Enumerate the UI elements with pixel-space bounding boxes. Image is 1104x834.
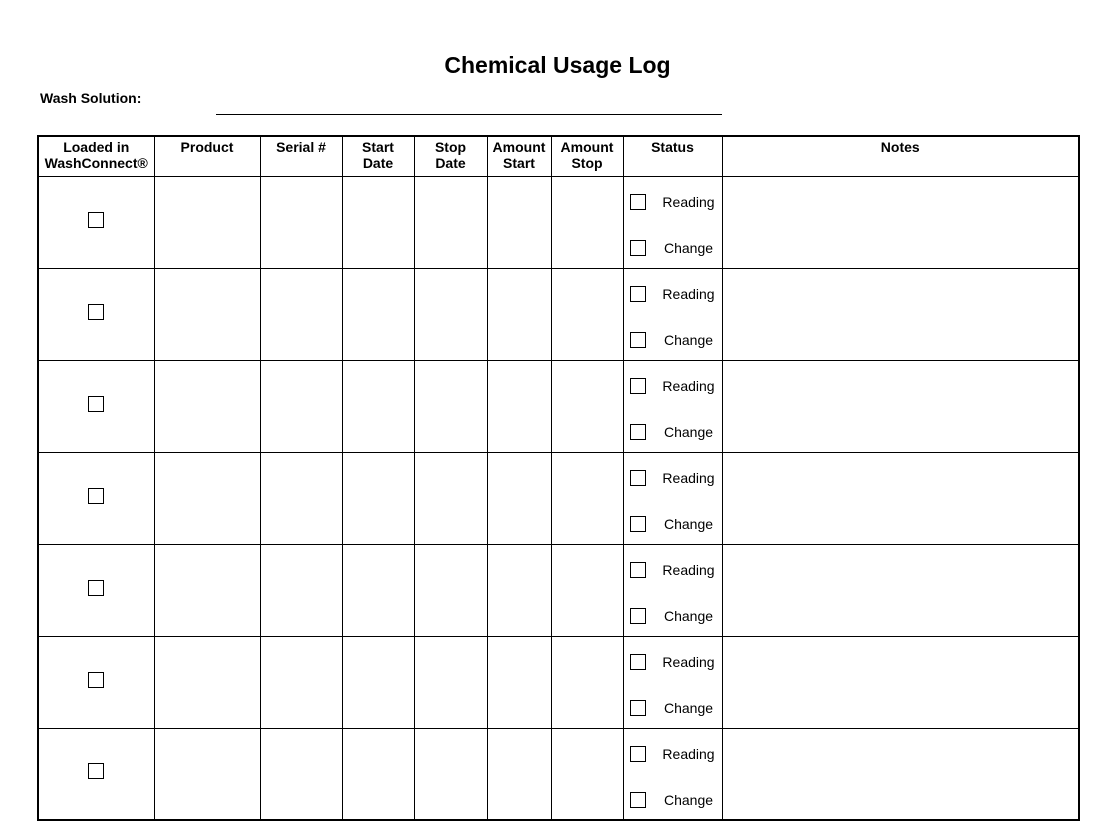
header-start-date-line2: Date <box>362 155 394 171</box>
serial-cell[interactable] <box>260 544 342 636</box>
notes-cell[interactable] <box>722 728 1079 820</box>
table-row <box>38 728 1079 820</box>
header-product: Product <box>154 136 260 176</box>
status-option-reading[interactable] <box>630 744 718 764</box>
loaded-cell <box>38 452 154 544</box>
serial-cell[interactable] <box>260 268 342 360</box>
change-checkbox[interactable] <box>630 424 646 440</box>
notes-cell[interactable] <box>722 544 1079 636</box>
amount-stop-cell[interactable] <box>551 728 623 820</box>
amount-stop-cell[interactable] <box>551 176 623 268</box>
change-label: Change <box>663 699 714 716</box>
loaded-cell <box>38 544 154 636</box>
start-date-cell[interactable] <box>342 544 414 636</box>
stop-date-cell[interactable] <box>414 360 487 452</box>
header-start-date-line1: Start <box>362 139 394 155</box>
status-option-reading[interactable] <box>630 284 718 304</box>
header-amount-start-line2: Start <box>503 155 535 171</box>
change-label: Change <box>663 607 714 624</box>
change-checkbox[interactable] <box>630 700 646 716</box>
header-serial: Serial # <box>260 136 342 176</box>
start-date-cell[interactable] <box>342 268 414 360</box>
header-amount-stop-line2: Stop <box>571 155 603 171</box>
change-label: Change <box>663 423 714 440</box>
start-date-cell[interactable] <box>342 360 414 452</box>
reading-label: Reading <box>662 745 715 762</box>
amount-start-cell[interactable] <box>487 728 551 820</box>
header-stop-date-line2: Date <box>435 155 466 171</box>
serial-cell[interactable] <box>260 636 342 728</box>
notes-cell[interactable] <box>722 636 1079 728</box>
header-loaded <box>38 136 154 176</box>
change-label: Change <box>663 791 714 808</box>
amount-start-cell[interactable] <box>487 360 551 452</box>
reading-label: Reading <box>662 561 715 578</box>
serial-cell[interactable] <box>260 452 342 544</box>
product-cell[interactable] <box>154 452 260 544</box>
loaded-cell <box>38 636 154 728</box>
reading-label: Reading <box>662 193 715 210</box>
loaded-checkbox[interactable] <box>88 304 104 320</box>
table-header-row <box>38 136 1079 176</box>
status-option-change[interactable] <box>630 422 718 442</box>
amount-start-cell[interactable] <box>487 636 551 728</box>
amount-stop-cell[interactable] <box>551 452 623 544</box>
status-option-change[interactable] <box>630 238 718 258</box>
amount-start-cell[interactable] <box>487 544 551 636</box>
loaded-cell <box>38 728 154 820</box>
amount-start-cell[interactable] <box>487 452 551 544</box>
status-cell <box>623 176 722 268</box>
change-checkbox[interactable] <box>630 608 646 624</box>
table-row <box>38 452 1079 544</box>
serial-cell[interactable] <box>260 728 342 820</box>
table-row <box>38 360 1079 452</box>
start-date-cell[interactable] <box>342 176 414 268</box>
serial-cell[interactable] <box>260 176 342 268</box>
status-option-reading[interactable] <box>630 192 718 212</box>
stop-date-cell[interactable] <box>414 176 487 268</box>
header-amount-stop <box>551 136 623 176</box>
product-cell[interactable] <box>154 544 260 636</box>
stop-date-cell[interactable] <box>414 544 487 636</box>
header-amount-start <box>487 136 551 176</box>
status-option-reading[interactable] <box>630 376 718 396</box>
wash-solution-label: Wash Solution: <box>40 90 142 106</box>
reading-checkbox[interactable] <box>630 654 646 670</box>
stop-date-cell[interactable] <box>414 452 487 544</box>
change-checkbox[interactable] <box>630 516 646 532</box>
status-option-reading[interactable] <box>630 560 718 580</box>
product-cell[interactable] <box>154 360 260 452</box>
header-amount-stop-line1: Amount <box>560 139 614 155</box>
loaded-checkbox[interactable] <box>88 396 104 412</box>
status-cell <box>623 452 722 544</box>
status-option-change[interactable] <box>630 514 718 534</box>
reading-label: Reading <box>662 469 715 486</box>
amount-stop-cell[interactable] <box>551 360 623 452</box>
change-checkbox[interactable] <box>630 240 646 256</box>
reading-checkbox[interactable] <box>630 746 646 762</box>
notes-cell[interactable] <box>722 360 1079 452</box>
product-cell[interactable] <box>154 176 260 268</box>
status-cell <box>623 268 722 360</box>
status-option-change[interactable] <box>630 606 718 626</box>
change-checkbox[interactable] <box>630 332 646 348</box>
amount-start-cell[interactable] <box>487 176 551 268</box>
table-body <box>38 176 1079 820</box>
notes-cell[interactable] <box>722 452 1079 544</box>
wash-solution-field[interactable] <box>216 114 722 115</box>
header-amount-start-line1: Amount <box>492 139 546 155</box>
loaded-checkbox[interactable] <box>88 580 104 596</box>
reading-checkbox[interactable] <box>630 562 646 578</box>
stop-date-cell[interactable] <box>414 268 487 360</box>
status-option-reading[interactable] <box>630 652 718 672</box>
reading-label: Reading <box>662 285 715 302</box>
status-option-reading[interactable] <box>630 468 718 488</box>
header-notes: Notes <box>722 136 1079 176</box>
reading-checkbox[interactable] <box>630 470 646 486</box>
table-row <box>38 544 1079 636</box>
notes-cell[interactable] <box>722 268 1079 360</box>
reading-checkbox[interactable] <box>630 194 646 210</box>
status-cell <box>623 544 722 636</box>
status-cell <box>623 636 722 728</box>
stop-date-cell[interactable] <box>414 728 487 820</box>
reading-label: Reading <box>662 653 715 670</box>
loaded-checkbox[interactable] <box>88 672 104 688</box>
loaded-cell <box>38 268 154 360</box>
reading-checkbox[interactable] <box>630 378 646 394</box>
status-cell <box>623 728 722 820</box>
loaded-checkbox[interactable] <box>88 763 104 779</box>
product-cell[interactable] <box>154 728 260 820</box>
header-stop-date <box>414 136 487 176</box>
change-checkbox[interactable] <box>630 792 646 808</box>
start-date-cell[interactable] <box>342 452 414 544</box>
header-status: Status <box>623 136 722 176</box>
change-label: Change <box>663 239 714 256</box>
amount-stop-cell[interactable] <box>551 636 623 728</box>
header-stop-date-line1: Stop <box>434 139 467 155</box>
page-title: Chemical Usage Log <box>444 52 671 78</box>
product-cell[interactable] <box>154 268 260 360</box>
reading-checkbox[interactable] <box>630 286 646 302</box>
status-option-change[interactable] <box>630 790 718 810</box>
header-loaded-line1: Loaded in <box>63 139 130 155</box>
amount-start-cell[interactable] <box>487 268 551 360</box>
notes-cell[interactable] <box>722 176 1079 268</box>
loaded-checkbox[interactable] <box>88 488 104 504</box>
change-label: Change <box>663 515 714 532</box>
table-row <box>38 268 1079 360</box>
usage-log-table <box>37 135 1080 821</box>
start-date-cell[interactable] <box>342 728 414 820</box>
status-option-change[interactable] <box>630 698 718 718</box>
status-option-change[interactable] <box>630 330 718 350</box>
table-row <box>38 176 1079 268</box>
start-date-cell[interactable] <box>342 636 414 728</box>
amount-stop-cell[interactable] <box>551 544 623 636</box>
product-cell[interactable] <box>154 636 260 728</box>
amount-stop-cell[interactable] <box>551 268 623 360</box>
table-row <box>38 636 1079 728</box>
header-start-date <box>342 136 414 176</box>
change-label: Change <box>663 331 714 348</box>
status-cell <box>623 360 722 452</box>
header-loaded-line2: WashConnect® <box>44 155 148 171</box>
stop-date-cell[interactable] <box>414 636 487 728</box>
loaded-cell <box>38 176 154 268</box>
reading-label: Reading <box>662 377 715 394</box>
loaded-cell <box>38 360 154 452</box>
serial-cell[interactable] <box>260 360 342 452</box>
loaded-checkbox[interactable] <box>88 212 104 228</box>
